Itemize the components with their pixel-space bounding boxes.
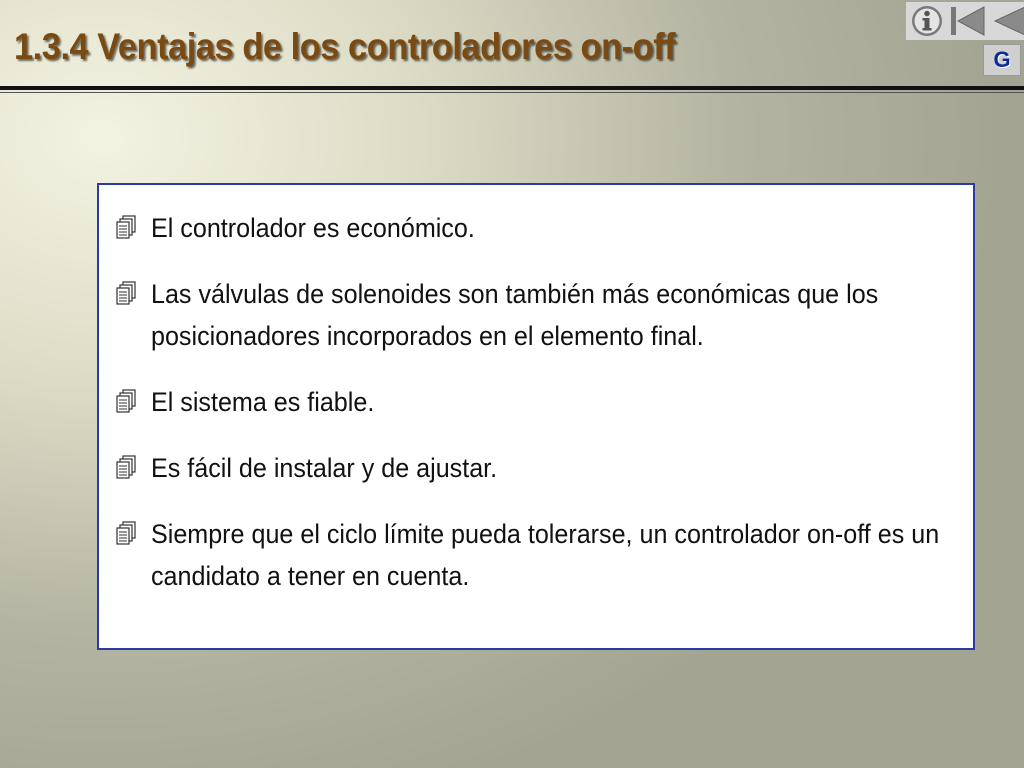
first-slide-button[interactable]: [950, 5, 986, 37]
list-item: [113, 273, 963, 357]
list-item-text: El sistema es fiable.: [151, 387, 375, 417]
list-item: [113, 381, 963, 423]
document-stack-icon: [115, 521, 137, 547]
list-item: [113, 207, 963, 249]
list-item-text: El controlador es económico.: [151, 213, 475, 243]
slide-title: 1.3.4 Ventajas de los controladores on-off: [14, 26, 676, 67]
info-icon: [910, 4, 944, 38]
title-underline-thin: [0, 92, 1024, 93]
skip-to-first-icon: [950, 5, 986, 37]
list-item-text: Las válvulas de solenoides son también más económicas que los posicionadores incorporados en el elemento final.: [151, 279, 879, 351]
title-underline: [0, 86, 1024, 90]
g-button[interactable]: G: [983, 44, 1021, 76]
document-stack-icon: [115, 215, 137, 241]
content-box: [97, 183, 975, 650]
document-stack-icon: [115, 389, 137, 415]
list-item-text: Es fácil de instalar y de ajustar.: [151, 453, 498, 483]
list-item: [113, 447, 963, 489]
document-stack-icon: [115, 281, 137, 307]
list-item-text: Siempre que el ciclo límite pueda tolerarse, un controlador on-off es un candidato a tener en cuenta.: [151, 519, 940, 591]
list-item: [113, 513, 963, 597]
navigation-bar: [906, 2, 1024, 40]
previous-slide-button[interactable]: [992, 5, 1024, 37]
info-button[interactable]: [910, 4, 944, 38]
back-triangle-icon: [992, 5, 1024, 37]
advantages-list: [113, 207, 963, 621]
document-stack-icon: [115, 455, 137, 481]
